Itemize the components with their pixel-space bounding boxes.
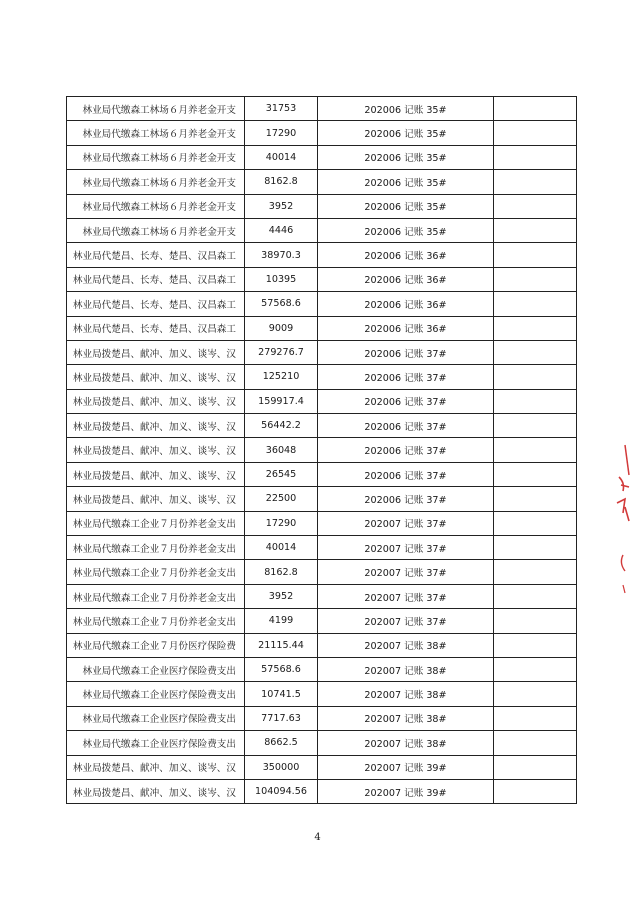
row-description: 林业局拨楚昌、献冲、加义、谈岑、汉 (67, 755, 245, 779)
row-amount: 31753 (245, 97, 318, 121)
row-description: 林业局拨楚昌、献冲、加义、谈岑、汉 (67, 365, 245, 389)
table-row (67, 560, 577, 584)
row-amount: 17290 (245, 511, 318, 535)
row-voucher-ref: 202006 记账 37# (318, 389, 494, 413)
table-row (67, 218, 577, 242)
row-note (494, 340, 577, 364)
row-note (494, 657, 577, 681)
table-row (67, 365, 577, 389)
row-note (494, 218, 577, 242)
table-row (67, 145, 577, 169)
row-note (494, 706, 577, 730)
row-description: 林业局代楚昌、长寿、楚昌、汉昌森工 (67, 292, 245, 316)
row-amount: 7717.63 (245, 706, 318, 730)
row-note (494, 389, 577, 413)
row-note (494, 584, 577, 608)
row-voucher-ref: 202006 记账 37# (318, 462, 494, 486)
row-note (494, 731, 577, 755)
row-voucher-ref: 202006 记账 37# (318, 340, 494, 364)
table-row (67, 609, 577, 633)
row-note (494, 145, 577, 169)
row-amount: 57568.6 (245, 292, 318, 316)
row-description: 林业局代楚昌、长寿、楚昌、汉昌森工 (67, 316, 245, 340)
row-note (494, 462, 577, 486)
row-voucher-ref: 202007 记账 37# (318, 560, 494, 584)
row-voucher-ref: 202007 记账 37# (318, 511, 494, 535)
row-voucher-ref: 202006 记账 36# (318, 316, 494, 340)
row-amount: 56442.2 (245, 414, 318, 438)
row-amount: 4446 (245, 218, 318, 242)
ledger-body (67, 97, 577, 804)
row-description: 林业局代缴森工企业７月份医疗保险费 (67, 633, 245, 657)
row-voucher-ref: 202006 记账 36# (318, 243, 494, 267)
table-row (67, 462, 577, 486)
row-description: 林业局拨楚昌、献冲、加义、谈岑、汉 (67, 414, 245, 438)
row-note (494, 243, 577, 267)
row-description: 林业局代缴森工企业医疗保险费支出 (67, 682, 245, 706)
row-voucher-ref: 202007 记账 39# (318, 779, 494, 803)
row-note (494, 267, 577, 291)
row-amount: 125210 (245, 365, 318, 389)
row-note (494, 170, 577, 194)
page-number: 4 (314, 832, 321, 843)
row-description: 林业局拨楚昌、献冲、加义、谈岑、汉 (67, 462, 245, 486)
row-voucher-ref: 202007 记账 38# (318, 657, 494, 681)
table-row (67, 121, 577, 145)
table-row (67, 194, 577, 218)
row-description: 林业局代缴森工林场６月养老金开支 (67, 218, 245, 242)
row-description: 林业局代楚昌、长寿、楚昌、汉昌森工 (67, 243, 245, 267)
table-row (67, 584, 577, 608)
row-amount: 40014 (245, 145, 318, 169)
row-description: 林业局代缴森工企业７月份养老金支出 (67, 536, 245, 560)
row-note (494, 194, 577, 218)
row-voucher-ref: 202007 记账 37# (318, 609, 494, 633)
row-description: 林业局拨楚昌、献冲、加义、谈岑、汉 (67, 438, 245, 462)
row-description: 林业局代缴森工企业医疗保险费支出 (67, 706, 245, 730)
row-voucher-ref: 202006 记账 35# (318, 145, 494, 169)
row-description: 林业局代缴森工企业７月份养老金支出 (67, 609, 245, 633)
table-row (67, 414, 577, 438)
row-description: 林业局代缴森工企业医疗保险费支出 (67, 731, 245, 755)
row-description: 林业局代缴森工林场６月养老金开支 (67, 121, 245, 145)
table-row (67, 536, 577, 560)
table-row (67, 316, 577, 340)
row-amount: 8662.5 (245, 731, 318, 755)
table-row (67, 731, 577, 755)
row-description: 林业局拨楚昌、献冲、加义、谈岑、汉 (67, 389, 245, 413)
row-amount: 22500 (245, 487, 318, 511)
row-amount: 9009 (245, 316, 318, 340)
row-note (494, 438, 577, 462)
row-description: 林业局代缴森工林场６月养老金开支 (67, 194, 245, 218)
row-voucher-ref: 202006 记账 36# (318, 267, 494, 291)
row-note (494, 755, 577, 779)
row-amount: 57568.6 (245, 657, 318, 681)
row-voucher-ref: 202007 记账 38# (318, 706, 494, 730)
row-amount: 38970.3 (245, 243, 318, 267)
table-row (67, 511, 577, 535)
row-amount: 21115.44 (245, 633, 318, 657)
table-row (67, 389, 577, 413)
table-row (67, 755, 577, 779)
row-voucher-ref: 202006 记账 37# (318, 487, 494, 511)
row-description: 林业局代缴森工企业医疗保险费支出 (67, 657, 245, 681)
row-voucher-ref: 202007 记账 37# (318, 584, 494, 608)
row-voucher-ref: 202006 记账 35# (318, 121, 494, 145)
table-row (67, 340, 577, 364)
row-voucher-ref: 202006 记账 36# (318, 292, 494, 316)
row-note (494, 365, 577, 389)
row-description: 林业局拨楚昌、献冲、加义、谈岑、汉 (67, 487, 245, 511)
row-voucher-ref: 202006 记账 35# (318, 218, 494, 242)
row-voucher-ref: 202006 记账 35# (318, 194, 494, 218)
row-voucher-ref: 202006 记账 35# (318, 170, 494, 194)
row-description: 林业局代缴森工企业７月份养老金支出 (67, 511, 245, 535)
row-description: 林业局拨楚昌、献冲、加义、谈岑、汉 (67, 779, 245, 803)
row-description: 林业局代缴森工林场６月养老金开支 (67, 170, 245, 194)
table-row (67, 170, 577, 194)
row-amount: 4199 (245, 609, 318, 633)
row-description: 林业局代缴森工林场６月养老金开支 (67, 145, 245, 169)
row-note (494, 292, 577, 316)
row-amount: 159917.4 (245, 389, 318, 413)
row-description: 林业局代缴森工企业７月份养老金支出 (67, 584, 245, 608)
row-amount: 17290 (245, 121, 318, 145)
row-amount: 10395 (245, 267, 318, 291)
row-amount: 10741.5 (245, 682, 318, 706)
table-row (67, 438, 577, 462)
row-note (494, 633, 577, 657)
table-row (67, 657, 577, 681)
table-row (67, 292, 577, 316)
row-voucher-ref: 202006 记账 37# (318, 438, 494, 462)
row-note (494, 97, 577, 121)
row-voucher-ref: 202007 记账 38# (318, 682, 494, 706)
red-stamp-fragment (611, 435, 633, 735)
row-description: 林业局拨楚昌、献冲、加义、谈岑、汉 (67, 340, 245, 364)
row-amount: 8162.8 (245, 560, 318, 584)
row-note (494, 414, 577, 438)
row-voucher-ref: 202006 记账 37# (318, 365, 494, 389)
row-voucher-ref: 202006 记账 35# (318, 97, 494, 121)
row-amount: 8162.8 (245, 170, 318, 194)
table-row (67, 243, 577, 267)
ledger-table (66, 96, 577, 804)
table-row (67, 633, 577, 657)
row-note (494, 682, 577, 706)
row-note (494, 511, 577, 535)
row-note (494, 316, 577, 340)
row-amount: 26545 (245, 462, 318, 486)
row-note (494, 779, 577, 803)
table-row (67, 487, 577, 511)
row-note (494, 560, 577, 584)
row-amount: 3952 (245, 194, 318, 218)
row-amount: 104094.56 (245, 779, 318, 803)
row-voucher-ref: 202007 记账 37# (318, 536, 494, 560)
row-amount: 40014 (245, 536, 318, 560)
row-amount: 3952 (245, 584, 318, 608)
row-note (494, 121, 577, 145)
row-description: 林业局代楚昌、长寿、楚昌、汉昌森工 (67, 267, 245, 291)
row-note (494, 609, 577, 633)
row-voucher-ref: 202007 记账 38# (318, 633, 494, 657)
row-amount: 279276.7 (245, 340, 318, 364)
row-description: 林业局代缴森工企业７月份养老金支出 (67, 560, 245, 584)
table-row (67, 267, 577, 291)
table-row (67, 779, 577, 803)
row-amount: 350000 (245, 755, 318, 779)
row-description: 林业局代缴森工林场６月养老金开支 (67, 97, 245, 121)
row-voucher-ref: 202006 记账 37# (318, 414, 494, 438)
row-voucher-ref: 202007 记账 38# (318, 731, 494, 755)
row-voucher-ref: 202007 记账 39# (318, 755, 494, 779)
row-note (494, 536, 577, 560)
row-amount: 36048 (245, 438, 318, 462)
table-row (67, 682, 577, 706)
row-note (494, 487, 577, 511)
table-row (67, 97, 577, 121)
table-row (67, 706, 577, 730)
